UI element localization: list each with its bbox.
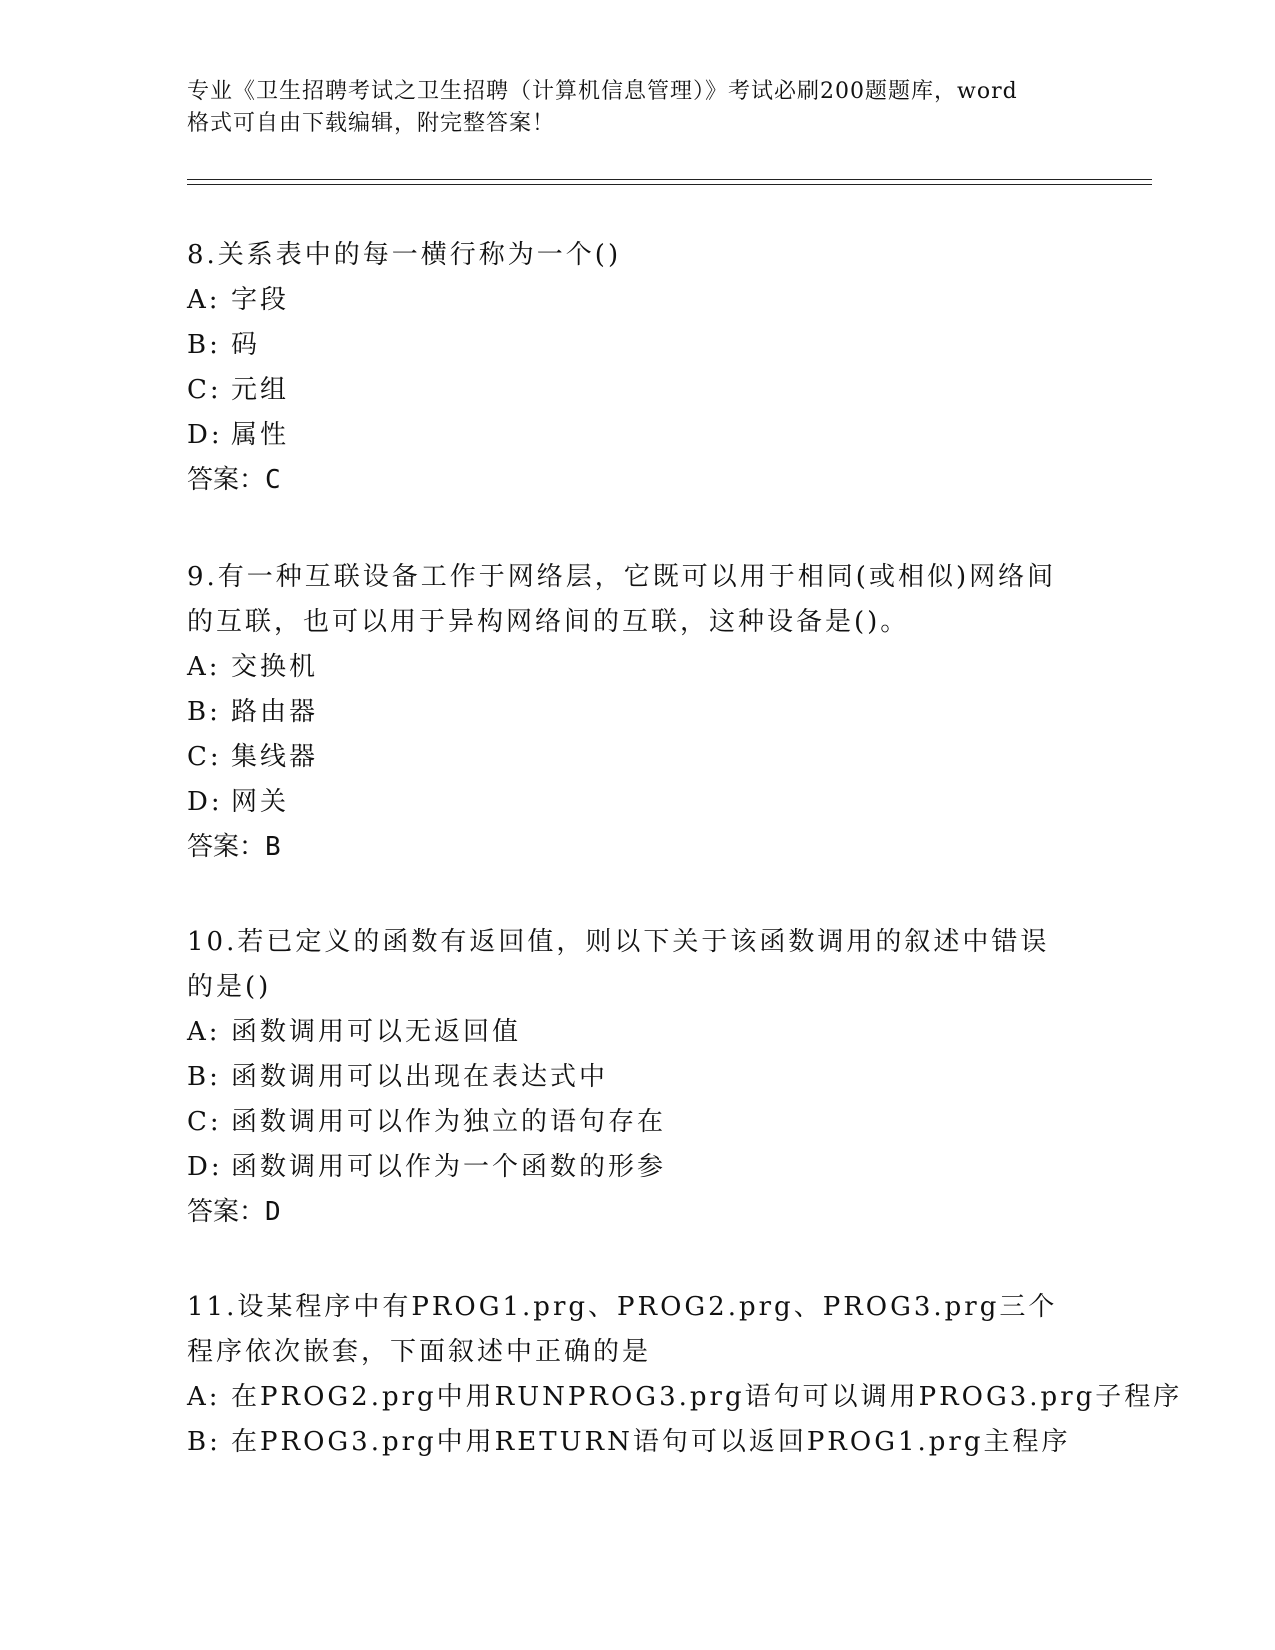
option-key: C: bbox=[187, 742, 222, 772]
option-b bbox=[187, 690, 1077, 735]
answer-line: 答案：B bbox=[187, 832, 281, 862]
question-stem: 9.有一种互联设备工作于网络层，它既可以用于相同(或相似)网络间的互联，也可以用于异构网络间的互联，这种设备是()。 bbox=[187, 562, 1057, 637]
question-11 bbox=[187, 1285, 1183, 1465]
question-stem: 10.若已定义的函数有返回值，则以下关于该函数调用的叙述中错误的是() bbox=[187, 927, 1050, 1002]
option-text: 路由器 bbox=[231, 697, 319, 727]
option-text: 在PROG3.prg中用RETURN语句可以返回PROG1.prg主程序 bbox=[231, 1427, 1071, 1457]
option-d bbox=[187, 780, 1077, 825]
option-text: 函数调用可以作为独立的语句存在 bbox=[231, 1107, 667, 1137]
option-b bbox=[187, 1055, 1077, 1100]
option-key: A: bbox=[187, 652, 221, 682]
option-d bbox=[187, 1145, 1077, 1190]
option-key: A: bbox=[187, 285, 221, 315]
option-text: 函数调用可以出现在表达式中 bbox=[231, 1062, 609, 1092]
option-key: D: bbox=[187, 420, 223, 450]
document-header bbox=[187, 76, 1087, 140]
header-line-1: 专业《卫生招聘考试之卫生招聘（计算机信息管理）》考试必刷200题题库，word bbox=[187, 79, 1018, 104]
option-text: 码 bbox=[231, 330, 261, 360]
question-9 bbox=[187, 555, 1077, 870]
option-b bbox=[187, 323, 1077, 368]
option-key: C: bbox=[187, 375, 222, 405]
option-b bbox=[187, 1420, 1077, 1465]
option-key: B: bbox=[187, 1427, 221, 1457]
option-key: C: bbox=[187, 1107, 222, 1137]
option-text: 在PROG2.prg中用RUNPROG3.prg语句可以调用PROG3.prg子程序 bbox=[231, 1382, 1183, 1412]
option-key: A: bbox=[187, 1017, 221, 1047]
option-text: 集线器 bbox=[231, 742, 319, 772]
option-text: 函数调用可以无返回值 bbox=[231, 1017, 522, 1047]
option-text: 属性 bbox=[231, 420, 290, 450]
option-key: D: bbox=[187, 787, 223, 817]
option-a bbox=[187, 1010, 1077, 1055]
option-c bbox=[187, 368, 1077, 413]
option-d bbox=[187, 413, 1077, 458]
option-text: 字段 bbox=[231, 285, 290, 315]
header-divider-top bbox=[187, 179, 1152, 180]
option-text: 网关 bbox=[231, 787, 290, 817]
option-a bbox=[187, 278, 1077, 323]
option-key: B: bbox=[187, 330, 221, 360]
header-line-2: 格式可自由下载编辑，附完整答案！ bbox=[187, 111, 556, 136]
question-stem: 8.关系表中的每一横行称为一个() bbox=[187, 240, 622, 270]
header-divider-bottom bbox=[187, 184, 1152, 185]
option-key: A: bbox=[187, 1382, 221, 1412]
option-key: B: bbox=[187, 697, 221, 727]
answer-line: 答案：D bbox=[187, 1197, 281, 1227]
option-a bbox=[187, 645, 1077, 690]
option-text: 元组 bbox=[231, 375, 290, 405]
question-8 bbox=[187, 233, 1077, 503]
option-c bbox=[187, 1100, 1077, 1145]
option-text: 交换机 bbox=[231, 652, 319, 682]
option-text: 函数调用可以作为一个函数的形参 bbox=[231, 1152, 667, 1182]
answer-line: 答案：C bbox=[187, 465, 281, 495]
option-key: D: bbox=[187, 1152, 223, 1182]
question-stem: 11.设某程序中有PROG1.prg、PROG2.prg、PROG3.prg三个程序依次嵌套，下面叙述中正确的是 bbox=[187, 1292, 1058, 1367]
option-key: B: bbox=[187, 1062, 221, 1092]
question-10 bbox=[187, 920, 1077, 1235]
option-a bbox=[187, 1375, 1183, 1420]
option-c bbox=[187, 735, 1077, 780]
